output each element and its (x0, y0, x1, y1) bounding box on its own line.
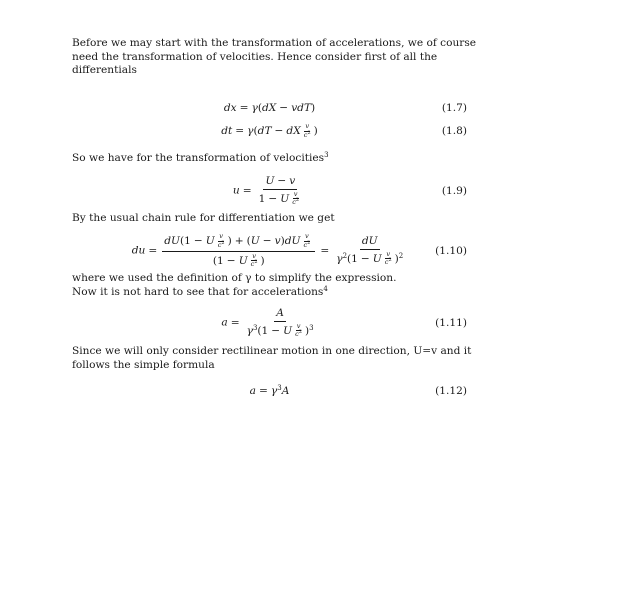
footnote-marker: 3 (324, 151, 329, 159)
gamma-line-2: Now it is not hard to see that for accelerations (72, 285, 324, 298)
equation-number: (1.12) (435, 385, 467, 397)
equation-number: (1.11) (435, 317, 467, 329)
gamma-paragraph (72, 272, 482, 299)
velocities-text: So we have for the transformation of velocities (72, 152, 325, 164)
chain-rule-paragraph: By the usual chain rule for differentiation we get (72, 212, 335, 224)
intro-paragraph: Before we may start with the transformation of accelerations, we of course need the transformation of velocities. Hence consider first of all the differentials (72, 37, 477, 76)
gamma-line-1: where we used the definition of γ to simplify the expression. (72, 272, 397, 284)
equation-1-7 (72, 100, 467, 116)
equation-number: (1.10) (435, 245, 467, 257)
equation-1-9 (72, 172, 467, 210)
equation-number: (1.9) (441, 185, 467, 197)
equation-body: $a = \gamma^3A$ (249, 384, 290, 397)
equation-body: du = dU(1 − U $\frac{v}{c^2}$ ) + (U − v)dU $\frac{v}{c^2}$ (1 − U $\frac{v}{c^2}$ ) = dU $\gamma^2(1 - U$ $\frac{v}{c^2}$ )$^2$ (131, 232, 404, 269)
equation-body: u = U − v 1 − U $\frac{v}{c^2}$ (232, 175, 300, 207)
equation-1-11 (72, 304, 467, 342)
footnote-marker: 4 (323, 284, 328, 293)
rectilinear-paragraph: Since we will only consider rectilinear motion in one direction, U=v and it follows the simple formula (72, 345, 472, 371)
equation-1-12 (72, 382, 467, 400)
equation-1-10 (72, 232, 467, 270)
equation-body: dt = γ(dT − dX $\frac{v}{c^2}$ ) (221, 121, 318, 139)
equation-body: a = A $\gamma^3(1 - U$ $\frac{v}{c^2}$ )$^3$ (221, 307, 314, 339)
equation-number: (1.7) (441, 102, 467, 114)
equation-body: dx = γ(dX − vdT) (223, 102, 316, 114)
equation-1-8 (72, 117, 467, 145)
equation-number: (1.8) (441, 125, 467, 137)
velocities-paragraph (72, 152, 482, 166)
